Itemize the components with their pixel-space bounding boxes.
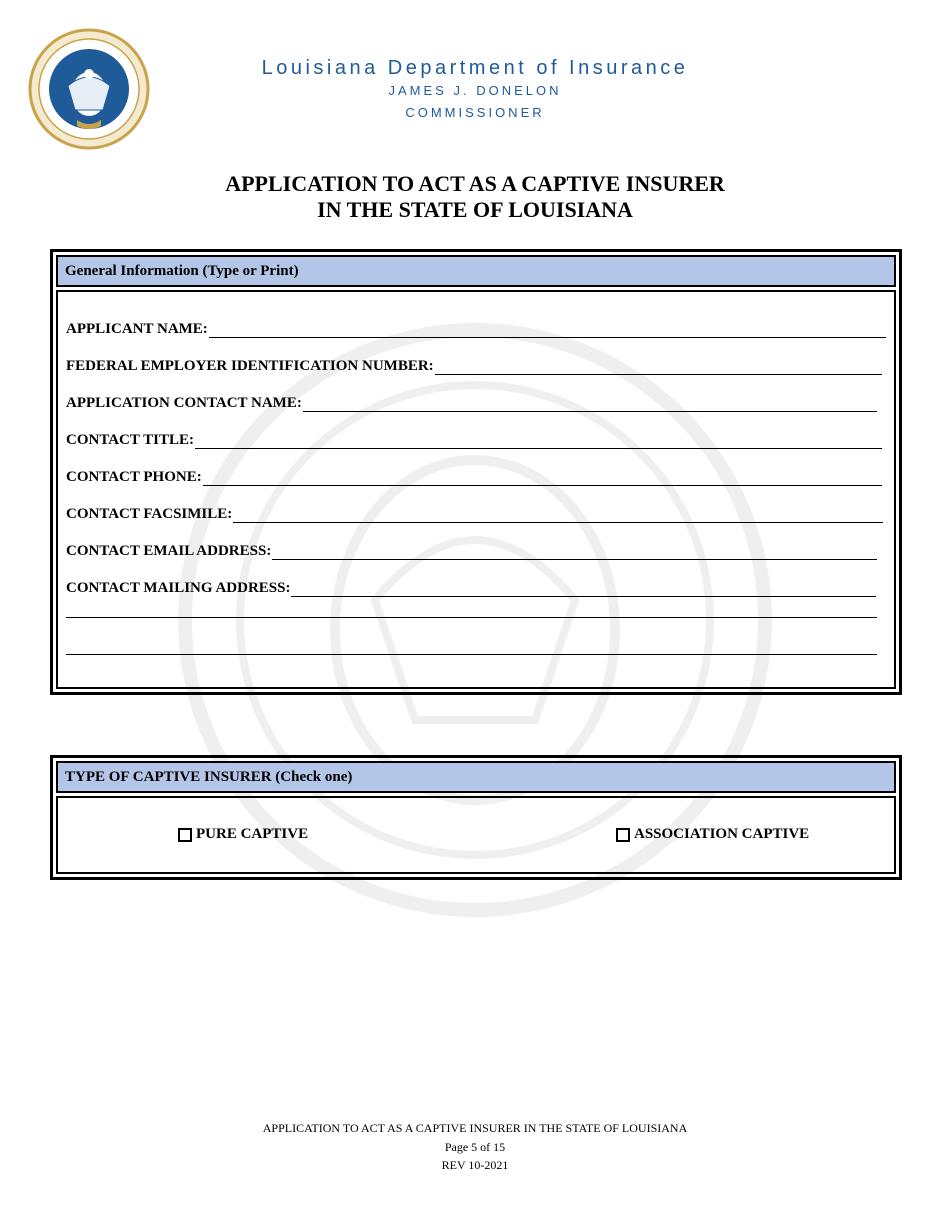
contact-address-field[interactable] [66, 577, 876, 597]
general-info-section [50, 249, 902, 695]
footer-page-number: Page 5 of 15 [444, 1140, 506, 1154]
contact-phone-input[interactable] [203, 470, 882, 486]
association-captive-checkbox[interactable] [616, 828, 630, 842]
page-title-line1: APPLICATION TO ACT AS A CAPTIVE INSURER [225, 171, 725, 196]
captive-type-body [56, 796, 896, 874]
contact-name-field[interactable] [66, 392, 877, 412]
contact-phone-field[interactable] [66, 466, 882, 486]
captive-type-heading: TYPE OF CAPTIVE INSURER (Check one) [56, 761, 896, 793]
fein-field[interactable] [66, 355, 882, 375]
contact-title-label: CONTACT TITLE: [66, 432, 194, 448]
applicant-name-field[interactable] [66, 318, 886, 338]
commissioner-name: JAMES J. DONELON [388, 83, 562, 98]
contact-title-input[interactable] [195, 433, 882, 449]
contact-address-label: CONTACT MAILING ADDRESS: [66, 580, 291, 596]
applicant-name-input[interactable] [209, 322, 886, 338]
contact-name-label: APPLICATION CONTACT NAME: [66, 395, 302, 411]
fein-label: FEDERAL EMPLOYER IDENTIFICATION NUMBER: [66, 358, 434, 374]
contact-email-input[interactable] [272, 544, 877, 560]
fein-input[interactable] [435, 359, 882, 375]
footer-doc-title: APPLICATION TO ACT AS A CAPTIVE INSURER IN THE STATE OF LOUISIANA [262, 1121, 688, 1135]
address-line-2[interactable] [66, 617, 877, 618]
pure-captive-label: PURE CAPTIVE [196, 826, 309, 842]
contact-fax-input[interactable] [233, 507, 883, 523]
department-name: Louisiana Department of Insurance [261, 57, 689, 79]
contact-phone-label: CONTACT PHONE: [66, 469, 202, 485]
contact-address-input[interactable] [291, 581, 876, 597]
applicant-name-label: APPLICANT NAME: [66, 321, 208, 337]
contact-fax-label: CONTACT FACSIMILE: [66, 506, 233, 522]
contact-name-input[interactable] [303, 396, 877, 412]
contact-title-field[interactable] [66, 429, 882, 449]
association-captive-label: ASSOCIATION CAPTIVE [634, 826, 810, 842]
association-captive-option[interactable] [616, 826, 809, 843]
contact-fax-field[interactable] [66, 503, 883, 523]
address-line-3[interactable] [66, 654, 877, 655]
commissioner-title: COMMISSIONER [405, 105, 545, 120]
pure-captive-option[interactable] [178, 826, 308, 843]
contact-email-field[interactable] [66, 540, 877, 560]
page-title-line2: IN THE STATE OF LOUISIANA [317, 197, 633, 222]
general-info-body [56, 290, 896, 689]
footer-revision: REV 10-2021 [441, 1158, 509, 1172]
captive-type-section [50, 755, 902, 880]
pure-captive-checkbox[interactable] [178, 828, 192, 842]
contact-email-label: CONTACT EMAIL ADDRESS: [66, 543, 272, 559]
general-info-heading: General Information (Type or Print) [56, 255, 896, 287]
